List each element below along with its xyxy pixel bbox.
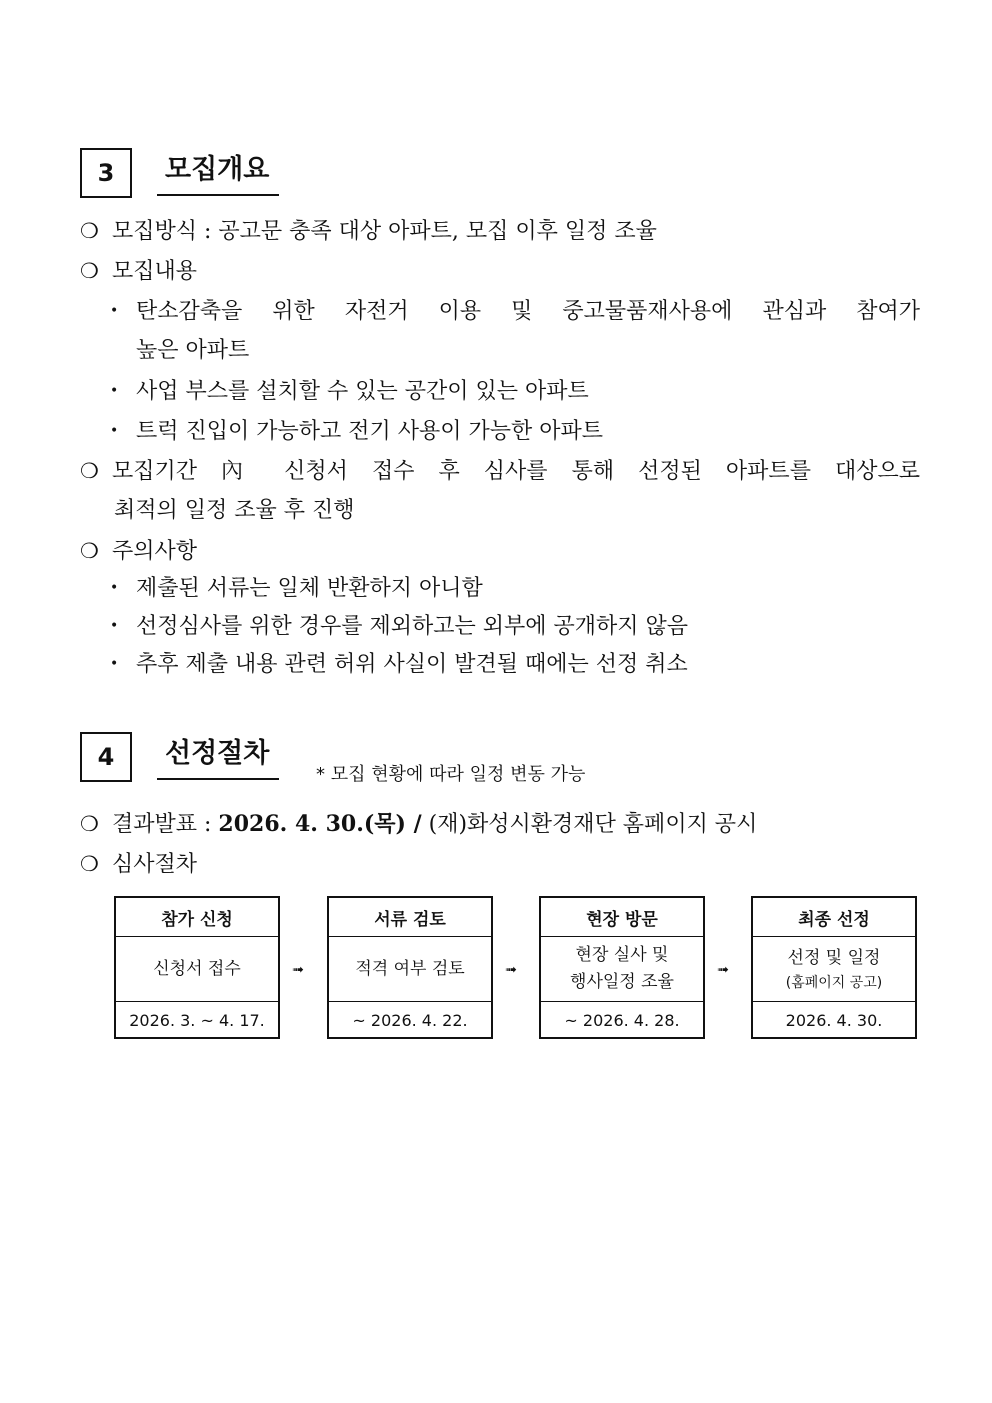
step-body: 현장 실사 및 행사일정 조율 (541, 937, 703, 1002)
result-date: 2026. 4. 30.(목) / (218, 811, 422, 837)
step-header: 서류 검토 (329, 898, 491, 937)
method-line (80, 216, 657, 247)
result-text: (재)화성시환경재단 홈페이지 공시 (421, 812, 758, 837)
step-body: 선정 및 일정 (홈페이지 공고) (753, 937, 915, 1002)
step-box-apply (114, 896, 280, 1039)
circle-bullet-icon: ❍ (80, 459, 99, 483)
step-box-final-selection (751, 896, 917, 1039)
dot-bullet-icon: • (110, 656, 119, 672)
dot-bullet-icon: • (110, 423, 119, 439)
content-label: 모집내용 (112, 259, 198, 284)
content-item-continued: 높은 아파트 (136, 338, 250, 363)
circle-bullet-icon: ❍ (80, 219, 99, 243)
caution-item: • 추후 제출 내용 관련 허위 사실이 발견될 때에는 선정 취소 (110, 649, 688, 680)
content-item: • 탄소감축을 위한 자전거 이용 및 중고물품재사용에 관심과 참여가 (110, 296, 920, 327)
arrow-right-icon: ➟ (292, 962, 304, 978)
arrow-right-icon: ➟ (505, 962, 517, 978)
review-line (80, 849, 197, 880)
step-header: 최종 선정 (753, 898, 915, 937)
circle-bullet-icon: ❍ (80, 852, 99, 876)
period-line: ❍ 모집기간 內 신청서 접수 후 심사를 통해 선정된 아파트를 대상으로 (80, 456, 920, 487)
result-line: ❍ 결과발표 : 2026. 4. 30.(목) / (재)화성시환경재단 홈페이지 공시 (80, 811, 758, 837)
caution-item: • 제출된 서류는 일체 반환하지 아니함 (110, 573, 483, 604)
step-date: 2026. 4. 30. (785, 1011, 883, 1030)
method-label: 모집방식 (112, 219, 198, 244)
circle-bullet-icon: ❍ (80, 539, 99, 563)
schedule-note: * 모집 현황에 따라 일정 변동 가능 (316, 764, 586, 785)
caution-item: • 선정심사를 위한 경우를 제외하고는 외부에 공개하지 않음 (110, 611, 688, 642)
section-title-4: 선정절차 (157, 736, 279, 780)
section-number-3: 3 (80, 148, 132, 198)
step-header: 현장 방문 (541, 898, 703, 937)
step-body: 신청서 접수 (116, 937, 278, 1002)
circle-bullet-icon: ❍ (80, 259, 99, 283)
dot-bullet-icon: • (110, 303, 119, 319)
caution-line (80, 536, 197, 567)
dot-bullet-icon: • (110, 383, 119, 399)
step-box-site-visit (539, 896, 705, 1039)
step-date: ~ 2026. 4. 28. (564, 1011, 680, 1030)
dot-bullet-icon: • (110, 580, 119, 596)
method-text: : 공고문 충족 대상 아파트, 모집 이후 일정 조율 (197, 219, 657, 244)
step-box-document-review (327, 896, 493, 1039)
step-body: 적격 여부 검토 (329, 937, 491, 1002)
content-item: • 사업 부스를 설치할 수 있는 공간이 있는 아파트 (110, 376, 589, 407)
caution-label: 주의사항 (112, 539, 198, 564)
content-item: • 트럭 진입이 가능하고 전기 사용이 가능한 아파트 (110, 416, 603, 447)
step-date: ~ 2026. 4. 22. (352, 1011, 468, 1030)
step-header: 참가 신청 (116, 898, 278, 937)
period-line-continued: 최적의 일정 조율 후 진행 (114, 498, 355, 523)
arrow-right-icon: ➟ (717, 962, 729, 978)
section-number-4: 4 (80, 732, 132, 782)
step-date: 2026. 3. ~ 4. 17. (129, 1011, 265, 1030)
result-label: 결과발표 (112, 812, 198, 837)
content-line (80, 256, 197, 287)
circle-bullet-icon: ❍ (80, 812, 99, 836)
dot-bullet-icon: • (110, 618, 119, 634)
section-title-3: 모집개요 (157, 152, 279, 196)
review-label: 심사절차 (112, 852, 198, 877)
